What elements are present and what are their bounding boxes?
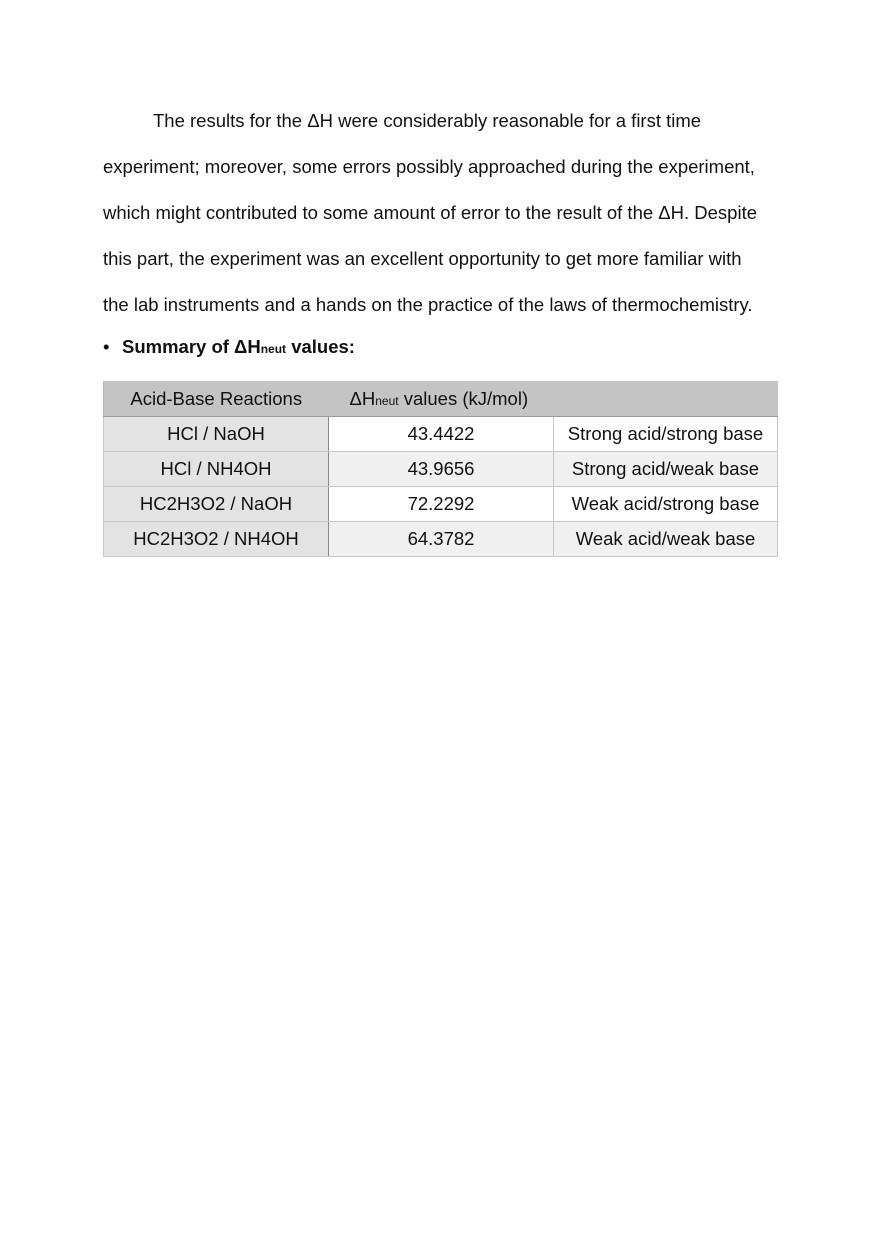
type-cell: Weak acid/strong base — [554, 487, 778, 522]
paragraph-line: the lab instruments and a hands on the practice of the laws of thermochemistry. — [103, 294, 753, 315]
summary-table — [103, 381, 778, 557]
reaction-cell: HC2H3O2 / NH4OH — [104, 522, 329, 557]
summary-heading-suffix: values: — [286, 336, 355, 357]
column-header-values-prefix: ΔH — [349, 387, 376, 409]
paragraph-line: this part, the experiment was an excellent opportunity to get more familiar with — [103, 248, 742, 269]
value-cell: 64.3782 — [329, 522, 554, 557]
type-cell: Weak acid/weak base — [554, 522, 778, 557]
table-header-row — [104, 381, 778, 417]
table-row — [104, 417, 778, 452]
value-cell: 72.2292 — [329, 487, 554, 522]
paragraph-line: The results for the ΔH were considerably reasonable for a first time — [153, 110, 702, 131]
table-row — [104, 522, 778, 557]
reaction-cell: HC2H3O2 / NaOH — [104, 487, 329, 522]
column-header-values — [329, 381, 778, 417]
summary-heading-subscript: neut — [260, 342, 287, 356]
column-header-reactions: Acid-Base Reactions — [104, 381, 329, 417]
type-cell: Strong acid/weak base — [554, 452, 778, 487]
table-row — [104, 452, 778, 487]
value-cell: 43.9656 — [329, 452, 554, 487]
bullet-icon: • — [103, 336, 110, 357]
column-header-values-suffix: values (kJ/mol) — [398, 387, 529, 409]
type-cell: Strong acid/strong base — [554, 417, 778, 452]
conclusion-paragraph — [103, 98, 783, 328]
column-header-values-subscript: neut — [375, 393, 399, 408]
reaction-cell: HCl / NaOH — [104, 417, 329, 452]
value-cell: 43.4422 — [329, 417, 554, 452]
paragraph-line: which might contributed to some amount of error to the result of the ΔH. Despite — [103, 202, 758, 223]
paragraph-line: experiment; moreover, some errors possibly approached during the experiment, — [103, 156, 755, 177]
reaction-cell: HCl / NH4OH — [104, 452, 329, 487]
summary-heading — [103, 333, 355, 363]
summary-heading-prefix: Summary of ΔH — [122, 336, 261, 357]
table-row — [104, 487, 778, 522]
